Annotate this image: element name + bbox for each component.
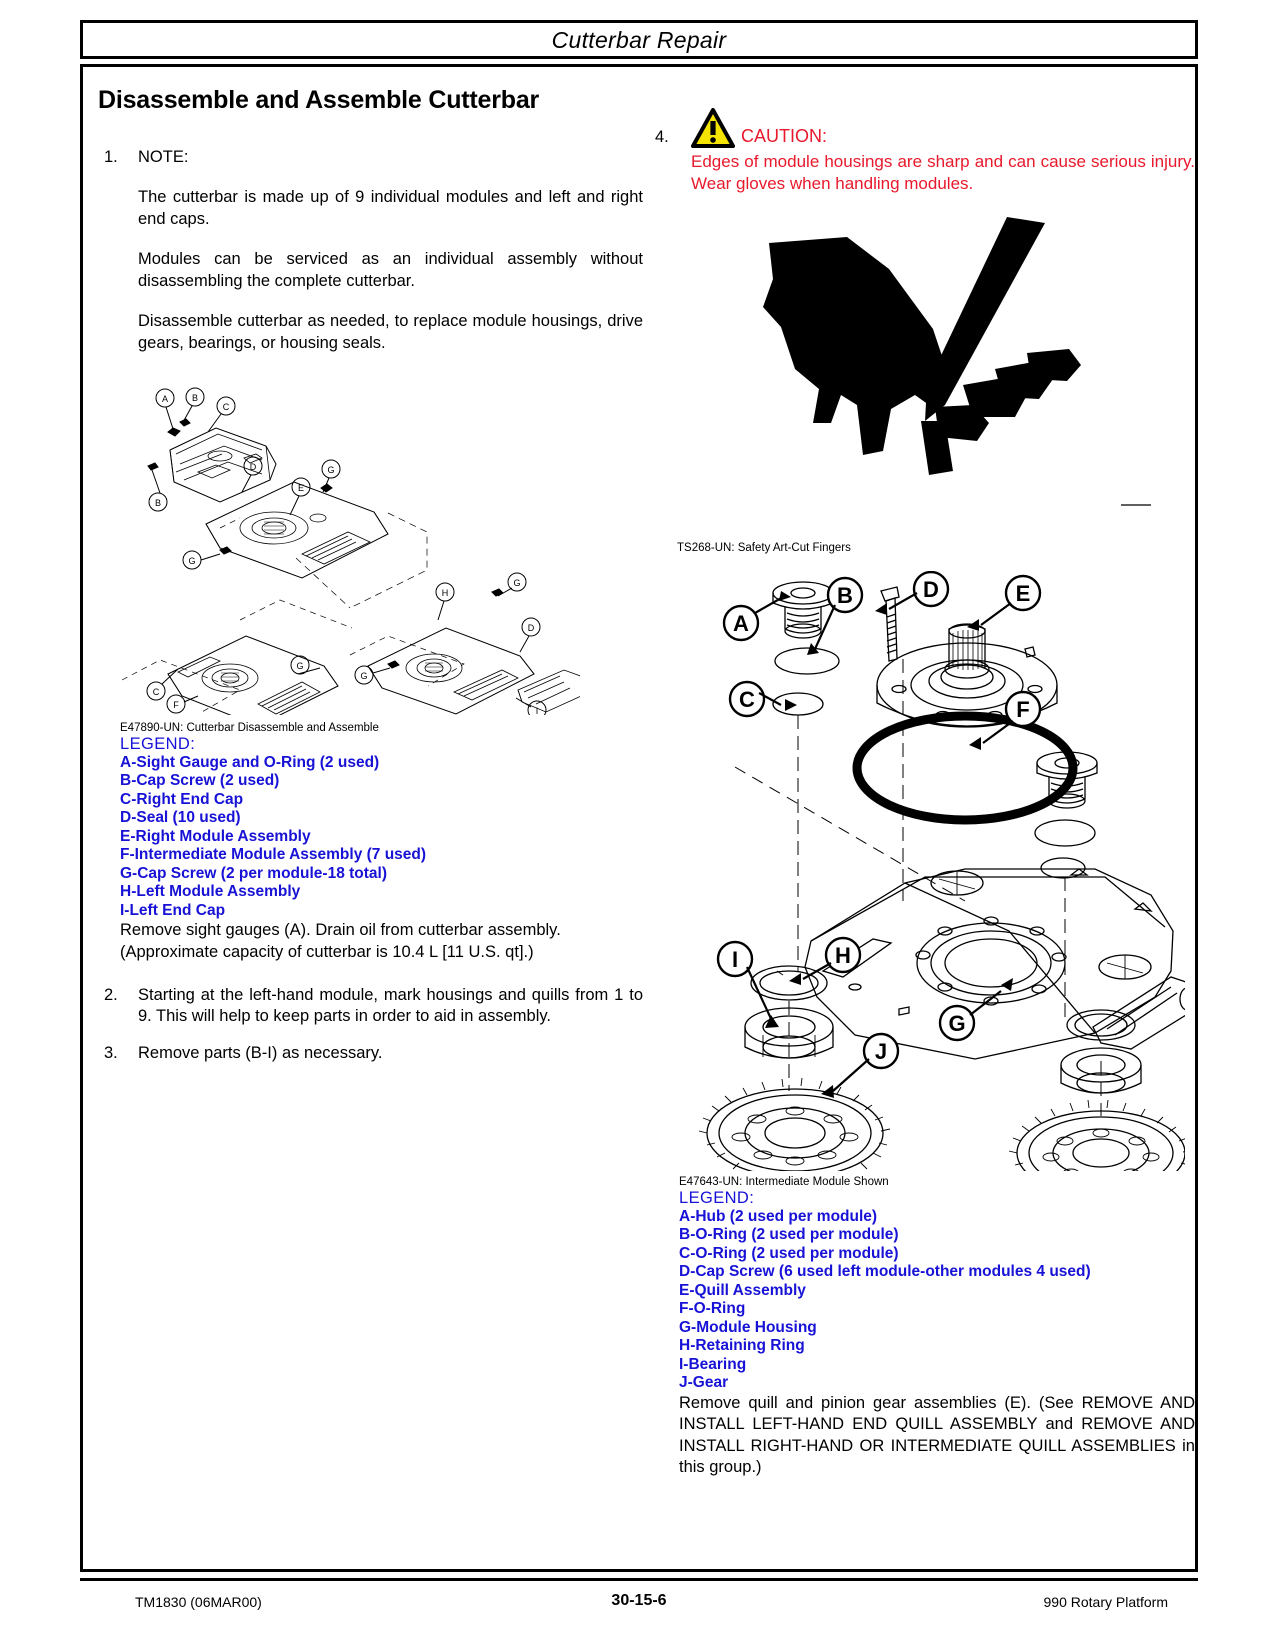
right-column (655, 78, 1195, 1479)
legend-item: B-O-Ring (2 used per module) (679, 1226, 899, 1243)
callout-h: H (835, 943, 851, 968)
step-2-text: Starting at the left-hand module, mark housings and quills from 1 to 9. This will help to keep parts in order to aid in assembly. (138, 986, 643, 1025)
callout-a: A (733, 611, 749, 636)
cutterbar-exploded-diagram (120, 380, 643, 715)
svg-text:G: G (327, 465, 335, 475)
svg-text:D: D (527, 623, 535, 633)
legend-item: C-Right End Cap (120, 790, 244, 808)
svg-text:G: G (360, 671, 368, 681)
legend-item: F-Intermediate Module Assembly (7 used) (120, 846, 427, 863)
svg-text:B: B (154, 498, 162, 508)
svg-text:C: C (222, 402, 230, 412)
legend-item: G-Cap Screw (2 per module-18 total) (120, 864, 387, 882)
step-2-number: 2. (104, 986, 118, 1004)
legend-item: E-Right Module Assembly (120, 827, 311, 845)
legend-item: C-O-Ring (2 used per module) (679, 1244, 899, 1262)
legend-item: H-Retaining Ring (679, 1337, 805, 1354)
step-3-text: Remove parts (B-I) as necessary. (138, 1044, 383, 1062)
left-figure-caption: E47890-UN: Cutterbar Disassemble and Assemble (120, 722, 379, 734)
caution-step-number: 4. (655, 128, 669, 146)
callout-g: G (948, 1011, 966, 1036)
step-3 (98, 1043, 643, 1064)
safety-figure-caption-block (677, 541, 1195, 555)
step-2 (98, 985, 643, 1027)
svg-text:G: G (513, 578, 521, 588)
right-figure-legend (679, 1189, 1195, 1393)
step-3-number: 3. (104, 1044, 118, 1062)
caution-text: Edges of module housings are sharp and can cause serious injury. Wear gloves when handling modules. (691, 152, 1195, 193)
legend-item: J-Gear (679, 1374, 729, 1391)
svg-text:H: H (441, 588, 449, 598)
caution-label: CAUTION: (741, 126, 828, 146)
right-figure-caption: E47643-UN: Intermediate Module Shown (679, 1176, 889, 1188)
legend-item: G-Module Housing (679, 1318, 817, 1336)
safety-cut-fingers-illustration (677, 209, 1195, 539)
safety-figure-caption: TS268-UN: Safety Art-Cut Fingers (677, 542, 851, 554)
legend-item: H-Left Module Assembly (120, 883, 301, 900)
footer-divider (80, 1578, 1198, 1581)
legend-item: A-Sight Gauge and O-Ring (2 used) (120, 753, 380, 771)
left-figure-after-text: Remove sight gauges (A). Drain oil from cutterbar assembly. (Approximate capacity of cutterbar is 10.4 L [11 U.S. qt].) (120, 921, 561, 961)
svg-text:G: G (188, 556, 196, 566)
legend-item: F-O-Ring (679, 1300, 746, 1317)
page-footer (80, 1590, 1198, 1620)
step-1-paragraph-1: The cutterbar is made up of 9 individual modules and left and right end caps. (138, 188, 643, 228)
left-figure-legend (120, 735, 643, 920)
svg-text:A: A (161, 394, 169, 404)
legend-heading: LEGEND: (679, 1189, 755, 1207)
legend-item: A-Hub (2 used per module) (679, 1207, 878, 1225)
legend-item: I-Left End Cap (120, 901, 226, 919)
warning-triangle-icon (691, 108, 735, 150)
legend-item: D-Seal (10 used) (120, 809, 241, 826)
footer-manual-number: TM1830 (06MAR00) (135, 1594, 262, 1610)
callout-c: C (739, 687, 755, 712)
legend-item: I-Bearing (679, 1355, 747, 1373)
legend-item: E-Quill Assembly (679, 1281, 806, 1299)
page-header (80, 20, 1198, 59)
callout-f: F (1016, 697, 1030, 722)
callout-i: I (731, 947, 739, 972)
svg-text:G: G (296, 661, 304, 671)
callout-b: B (837, 583, 853, 608)
legend-heading: LEGEND: (120, 735, 196, 753)
left-figure-block (120, 721, 643, 963)
footer-product-name: 990 Rotary Platform (1043, 1594, 1168, 1610)
page-title: Disassemble and Assemble Cutterbar (98, 86, 540, 114)
step-1 (98, 147, 643, 354)
callout-e: E (1015, 581, 1031, 606)
right-figure-block (679, 1175, 1195, 1479)
legend-item: B-Cap Screw (2 used) (120, 772, 280, 789)
caution-block (655, 106, 1195, 195)
callout-d: D (923, 577, 939, 602)
svg-text:D: D (249, 462, 257, 472)
step-1-paragraph-2: Modules can be serviced as an individual assembly without disassembling the complete cutterbar. (138, 250, 643, 290)
svg-text:I: I (535, 706, 539, 715)
svg-text:C: C (152, 687, 160, 697)
footer-page-number: 30-15-6 (611, 1592, 667, 1609)
step-1-paragraph-3: Disassemble cutterbar as needed, to replace module housings, drive gears, bearings, or housing seals. (138, 312, 643, 352)
left-column (98, 78, 643, 1064)
step-1-number: 1. (104, 148, 118, 166)
svg-text:F: F (173, 700, 179, 710)
svg-text:E: E (297, 483, 305, 493)
step-1-label: NOTE: (138, 148, 189, 166)
right-figure-after-text: Remove quill and pinion gear assemblies (E). (See REMOVE AND INSTALL LEFT-HAND END QUILL ASSEMBLY and REMOVE AND INSTALL RIGHT-HAND OR INTERMEDIATE QUILL ASSEMBLIES in this group.) (679, 1393, 1195, 1476)
callout-j: J (874, 1039, 888, 1064)
svg-text:B: B (191, 393, 199, 403)
page-header-title: Cutterbar Repair (551, 27, 727, 53)
intermediate-module-exploded-diagram (665, 571, 1195, 1171)
legend-item: D-Cap Screw (6 used left module-other modules 4 used) (679, 1263, 1091, 1280)
